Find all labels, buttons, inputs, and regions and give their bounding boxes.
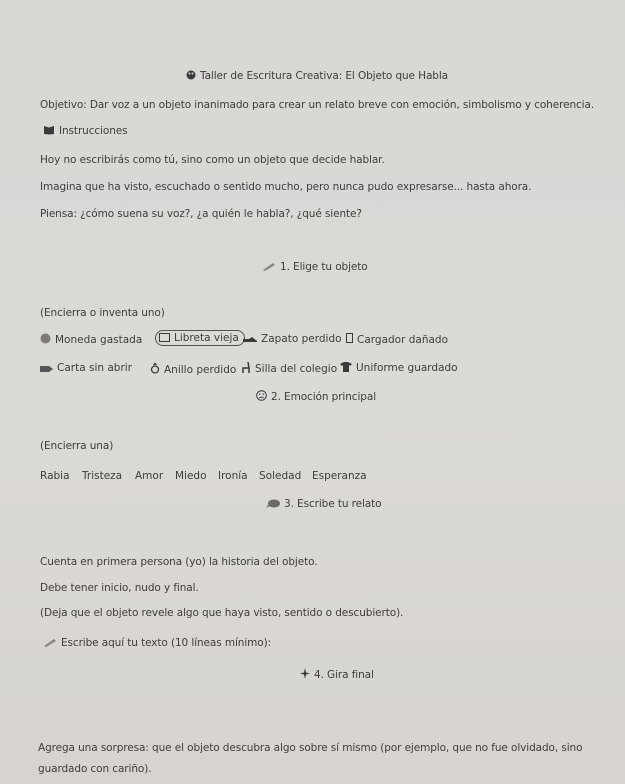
- option-label: Zapato perdido: [261, 333, 342, 345]
- step1-header: [262, 261, 368, 274]
- emotion-option[interactable]: Miedo: [175, 470, 207, 482]
- notebook-icon: [159, 333, 170, 345]
- step1-title: 1. Elige tu objeto: [280, 261, 368, 273]
- option-silla[interactable]: [242, 362, 337, 376]
- objective: Objetivo: Dar voz a un objeto inanimado para crear un relato breve con emoción, simbolismo y coherencia.: [40, 99, 595, 111]
- option-label: Uniforme guardado: [356, 362, 458, 374]
- instructions-label: Instrucciones: [59, 125, 128, 137]
- option-anillo[interactable]: [150, 362, 236, 377]
- instruction-line: Piensa: ¿cómo suena su voz?, ¿a quién le habla?, ¿qué siente?: [40, 208, 362, 220]
- instruction-line: Imagina que ha visto, escuchado o sentido mucho, pero nunca pudo expresarse... hasta ahora.: [40, 181, 532, 193]
- step3-header: [266, 498, 381, 511]
- sparkle-icon: [300, 668, 310, 682]
- ring-icon: [150, 362, 160, 377]
- step2-note: (Encierra una): [40, 440, 114, 452]
- step2-title: 2. Emoción principal: [271, 391, 377, 403]
- step2-header: [256, 390, 376, 404]
- shoe-icon: [243, 334, 257, 346]
- speech-bubble-icon: [266, 499, 280, 511]
- step4-line: guardado con cariño).: [38, 763, 152, 775]
- coin-icon: [40, 333, 51, 347]
- pencil-icon: [262, 262, 276, 274]
- emotion-option[interactable]: Soledad: [259, 470, 302, 482]
- step3-line: Cuenta en primera persona (yo) la historia del objeto.: [40, 556, 318, 568]
- option-uniforme[interactable]: [340, 362, 458, 375]
- option-label: Cargador dañado: [357, 334, 449, 346]
- instruction-line: Hoy no escribirás como tú, sino como un objeto que decide hablar.: [40, 154, 385, 166]
- sad-face-icon: [256, 390, 267, 404]
- step4-line: Agrega una sorpresa: que el objeto descubra algo sobre sí mismo (por ejemplo, que no fue olvidado, sino: [38, 742, 583, 754]
- option-libreta[interactable]: [159, 332, 245, 345]
- step1-note: (Encierra o inventa uno): [40, 307, 165, 319]
- book-icon: [43, 125, 55, 138]
- step3-line: Debe tener inicio, nudo y final.: [40, 582, 199, 594]
- emotion-option[interactable]: Tristeza: [82, 470, 123, 482]
- pencil-icon: [43, 638, 57, 650]
- option-label: Moneda gastada: [55, 334, 143, 346]
- emotion-option[interactable]: Esperanza: [312, 470, 367, 482]
- option-label: Carta sin abrir: [57, 362, 133, 374]
- step4-header: [300, 668, 374, 682]
- emotion-option[interactable]: Rabia: [40, 470, 70, 482]
- option-cargador[interactable]: [346, 333, 448, 347]
- option-label: Anillo perdido: [164, 364, 237, 376]
- step3-title: 3. Escribe tu relato: [284, 498, 382, 510]
- page-title-row: [186, 70, 448, 83]
- option-zapato[interactable]: [243, 333, 342, 346]
- emotion-option[interactable]: Amor: [135, 470, 164, 482]
- envelope-icon: [40, 363, 53, 375]
- shirt-icon: [340, 362, 352, 375]
- step3-line: (Deja que el objeto revele algo que haya visto, sentido o descubierto).: [40, 607, 404, 619]
- chair-icon: [242, 362, 251, 376]
- write-prompt-row: [43, 637, 271, 650]
- write-prompt: Escribe aquí tu texto (10 líneas mínimo):: [61, 637, 272, 649]
- step4-title: 4. Gira final: [314, 669, 374, 681]
- selected-circle: [155, 330, 245, 346]
- emotion-option[interactable]: Ironía: [218, 470, 248, 482]
- option-carta[interactable]: [40, 362, 132, 375]
- page-title: Taller de Escritura Creativa: El Objeto que Habla: [200, 70, 449, 82]
- plug-icon: [346, 333, 353, 347]
- option-label: Silla del colegio: [255, 363, 338, 375]
- option-moneda[interactable]: [40, 333, 142, 347]
- palette-icon: [186, 70, 196, 83]
- instructions-header: [43, 125, 127, 138]
- option-label: Libreta vieja: [174, 332, 239, 344]
